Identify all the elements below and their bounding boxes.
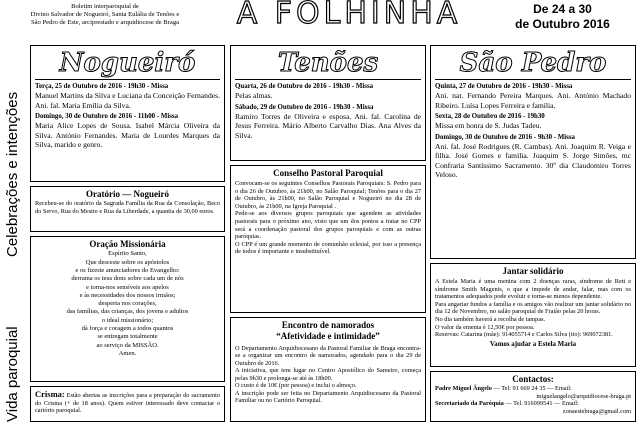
mass-entry <box>35 113 220 149</box>
council-title: Conselho Pastoral Paroquial <box>273 168 383 178</box>
issue-date <box>490 2 635 32</box>
prayer-text <box>35 250 220 358</box>
nogueiro-banner: Nogueiró <box>59 48 196 78</box>
meeting-paragraph: O Departamento Arquidiocesano da Pastoral Familiar de Braga encontra-se a organizar um encontro de namorados, agendado para o dia 29 de Outubro de 2016. <box>235 344 421 367</box>
mass-entry <box>235 104 421 140</box>
mass-intentions: Ramiro Torres de Oliveira e esposa. Ani. fal. Carolina de Jesus Ferreira. Mário Alberto Carvalho Dias. Ana Alves da Silva. <box>235 112 421 140</box>
sao-pedro-celebrations <box>430 45 636 259</box>
mass-intentions: Ani. nat. Fernando Pereira Marques. Ani. António Machado Ribeiro. Luísa Lopes Ferreira e família. <box>435 91 631 110</box>
mass-title: Quinta, 27 de Outubro de 2016 - 19h30 - Missa <box>435 83 573 90</box>
contacts <box>430 371 636 422</box>
dinner-title: Jantar solidário <box>502 266 564 276</box>
mass-title: Terça, 25 de Outubro de 2016 - 19h30 - Missa <box>35 83 169 90</box>
crisma-text <box>35 389 220 415</box>
mass-entry <box>435 113 631 131</box>
bulletin-line: Boletim interparoquial de <box>71 3 139 10</box>
mass-title: Domingo, 30 de Outubro de 2016 - 11h00 - Missa <box>35 112 179 120</box>
priest-email[interactable]: miguelangelo@arquidiocese-braga.pt <box>536 392 631 400</box>
secretariat-email[interactable]: zonaestebraga@gmail.com <box>562 407 631 415</box>
prayer-line: das famílias, das crianças, dos jovens e adultos <box>66 308 189 316</box>
side-label-parish-life: Vida paroquial <box>4 326 21 422</box>
mass-intentions: Maria Alice Lopes de Sousa. Isabel Márcia Oliveira da Silva. António Fernandes. Maria de Lourdes Marques da Silva, marido e genro. <box>35 121 220 149</box>
dinner-paragraph: O valor da ementa é 12,50€ por pessoa. <box>435 323 535 331</box>
meeting-paragraph: A inscrição pode ser feita no Departamento Arquidiocesano da Pastoral Familiar ou no Cartório Paroquial. <box>235 389 421 405</box>
charity-dinner <box>430 263 636 367</box>
secretariat-contact <box>435 400 631 408</box>
mass-title: Quarta, 26 de Outubro de 2016 - 19h30 - Missa <box>235 83 374 90</box>
prayer-line: e torna-nos sensíveis aos apelos <box>86 283 169 291</box>
dinner-paragraph: A Estela Maria é uma menina com 2 doenças raras, síndrome de Rett e síndrome Smith Magenis, o que a impede de andar, falar, mas com os tratamentos adequados pode evoluir e torna-se menos dependente. <box>435 278 631 301</box>
crisma-body: Estão abertas as inscrições para a preparação do sacramento do Crisma (+ de 18 anos). Quem estiver interessado deve contactar o cartório paroquial. <box>35 392 220 415</box>
mass-title: Sábado, 29 de Outubro de 2016 - 19h30 - Missa <box>235 103 374 111</box>
divider <box>435 79 631 80</box>
council-paragraph: Convocam-se os seguintes Conselhos Pastorais Paroquiais: S. Pedro para o dia 26 de Outubro, às 21h00, no Salão Paroquial; Tenões para o dia 27 de Outubro, às 21h00, no Salão Paroquial e Nogueiró no dia 28 de Outubro, às 21h00, na Igreja Paroquial . <box>235 180 421 210</box>
nogueiro-celebrations <box>30 45 225 182</box>
divider <box>35 79 220 80</box>
mass-intentions: Manuel Martins da Silva e Luciana da Conceição Fernandes. Ani. fal. Maria Emília da Silva. <box>35 91 220 110</box>
dinner-closing: Vamos ajudar a Estela Maria <box>489 340 577 348</box>
couples-meeting <box>230 317 426 422</box>
bulletin-description <box>5 3 205 27</box>
prayer-line: e às necessidades dos nossos irmãos; <box>79 291 176 299</box>
bulletin-line: Divino Salvador de Nogueiró, Santa Eulália de Tenões e <box>30 11 180 19</box>
crisma-label: Crisma: <box>35 389 65 399</box>
prayer-line: derrama os teus dons sobre cada um de nós <box>71 275 184 283</box>
prayer-line: dá força e coragem a todos quantos <box>81 325 174 333</box>
oratorio-notice <box>30 186 225 232</box>
masthead-title: A FOLHINHA <box>236 0 462 31</box>
mass-entry <box>435 134 631 179</box>
secretariat-name: Secretariado da Paróquia <box>435 400 504 408</box>
prayer-line: Que desceste sobre os apóstolos <box>85 258 170 266</box>
mass-intentions: Missa em honra de S. Judas Tadeu. <box>435 121 542 131</box>
priest-phone: — Tel: 91 669 24 35 — Email: <box>493 385 572 393</box>
prayer-line: Espírito Santo, <box>108 250 147 258</box>
secretariat-phone: — Tel. 916099541 — Email: <box>505 400 579 408</box>
tenoes-celebrations <box>230 45 426 161</box>
dinner-paragraph: No dia também haverá a recolha de tampas. <box>435 315 546 323</box>
side-label-celebrations: Celebrações e intenções <box>4 91 21 257</box>
prayer-title: Oração Missionária <box>89 239 166 249</box>
prayer-line: o ideal missionário; <box>101 316 154 324</box>
meeting-paragraph: A iniciativa, que tem lugar no Centro Apostólico do Sameiro, começa pelas 9h30 e prolonga-se até às 18h00. <box>235 367 421 382</box>
dinner-paragraph: Para angariar fundos a família e os amigos vão realizar um jantar solidário no dia 12 de Novembro, no salão paroquial de Fraião pelas 20 horas. <box>435 300 631 316</box>
mass-title: Sexta, 28 de Outubro de 2016 - 19h30 <box>435 112 545 120</box>
crisma-notice <box>30 386 225 422</box>
issue-date-line1: De 24 a 30 <box>533 2 592 16</box>
oratorio-text: Recebeu-se do oratório da Sagrada Família da Rua da Consolação, Beco do Servo, Rua do Mestre e Rua da Liberdade, a quantia de 30,00 euros. <box>35 200 220 215</box>
mass-title: Domingo, 30 de Outubro de 2016 - 9h30 - Missa <box>435 133 575 141</box>
mass-entry <box>35 83 220 110</box>
prayer-line: se entregam totalmente <box>97 333 158 341</box>
tenoes-banner: Tenões <box>277 48 379 78</box>
bulletin-line: São Pedro de Este, arciprestado e arquidiocese de Braga <box>30 19 180 27</box>
pastoral-council <box>230 165 426 313</box>
oratorio-title: Oratório — Nogueiró <box>86 189 169 199</box>
missionary-prayer <box>30 236 225 382</box>
divider <box>235 79 421 80</box>
council-paragraph: Pede-se aos diversos grupos paroquiais que agendem as atividades pastorais para o próximo ano, visto que um dos pontos a tratar no CPP será a coordenação pastoral dos grupos paroquiais e com as outras paróquias. <box>235 210 421 241</box>
meeting-subtitle: “Afetividade e intimidade” <box>276 331 380 342</box>
council-paragraph: O CPP é um grande momento de comunhão eclesial, por isso a presença de todos é importante e insubstituível. <box>235 240 421 256</box>
prayer-line: ao serviço da MISSÃO. <box>96 341 159 349</box>
prayer-line: Amen. <box>118 350 137 357</box>
contacts-title: Contactos: <box>512 374 554 384</box>
priest-name: Padre Miguel Ângelo <box>435 385 492 393</box>
mass-intentions: Ani. fal. José Rodrigues (R. Cambas). Ani. Joaquim R. Veiga e filha. José Gomes e família. Joaquim S. Jorge Simões, mc Confraria Santíssimo Sacramento. 30º dia Claudomiro Torres Veloso. <box>435 142 631 179</box>
priest-contact <box>435 385 631 393</box>
meeting-title: Encontro de namorados <box>281 320 375 330</box>
dinner-paragraph: Reservas: Catarina (mãe): 914055714 e Carlos Silva (tio): 969072381. <box>435 331 613 339</box>
mass-intentions: Pelas almas. <box>235 91 273 101</box>
mass-entry <box>235 83 421 101</box>
issue-date-line2: de Outubro 2016 <box>515 17 610 31</box>
mass-entry <box>435 83 631 110</box>
sao-pedro-banner: São Pedro <box>459 48 607 78</box>
prayer-line: e os fizeste anunciadores do Evangelho: <box>75 266 180 274</box>
meeting-paragraph: O custo é de 10€ (por pessoa) e inclui o almoço. <box>235 382 357 390</box>
prayer-line: desperta nos corações, <box>98 300 157 308</box>
